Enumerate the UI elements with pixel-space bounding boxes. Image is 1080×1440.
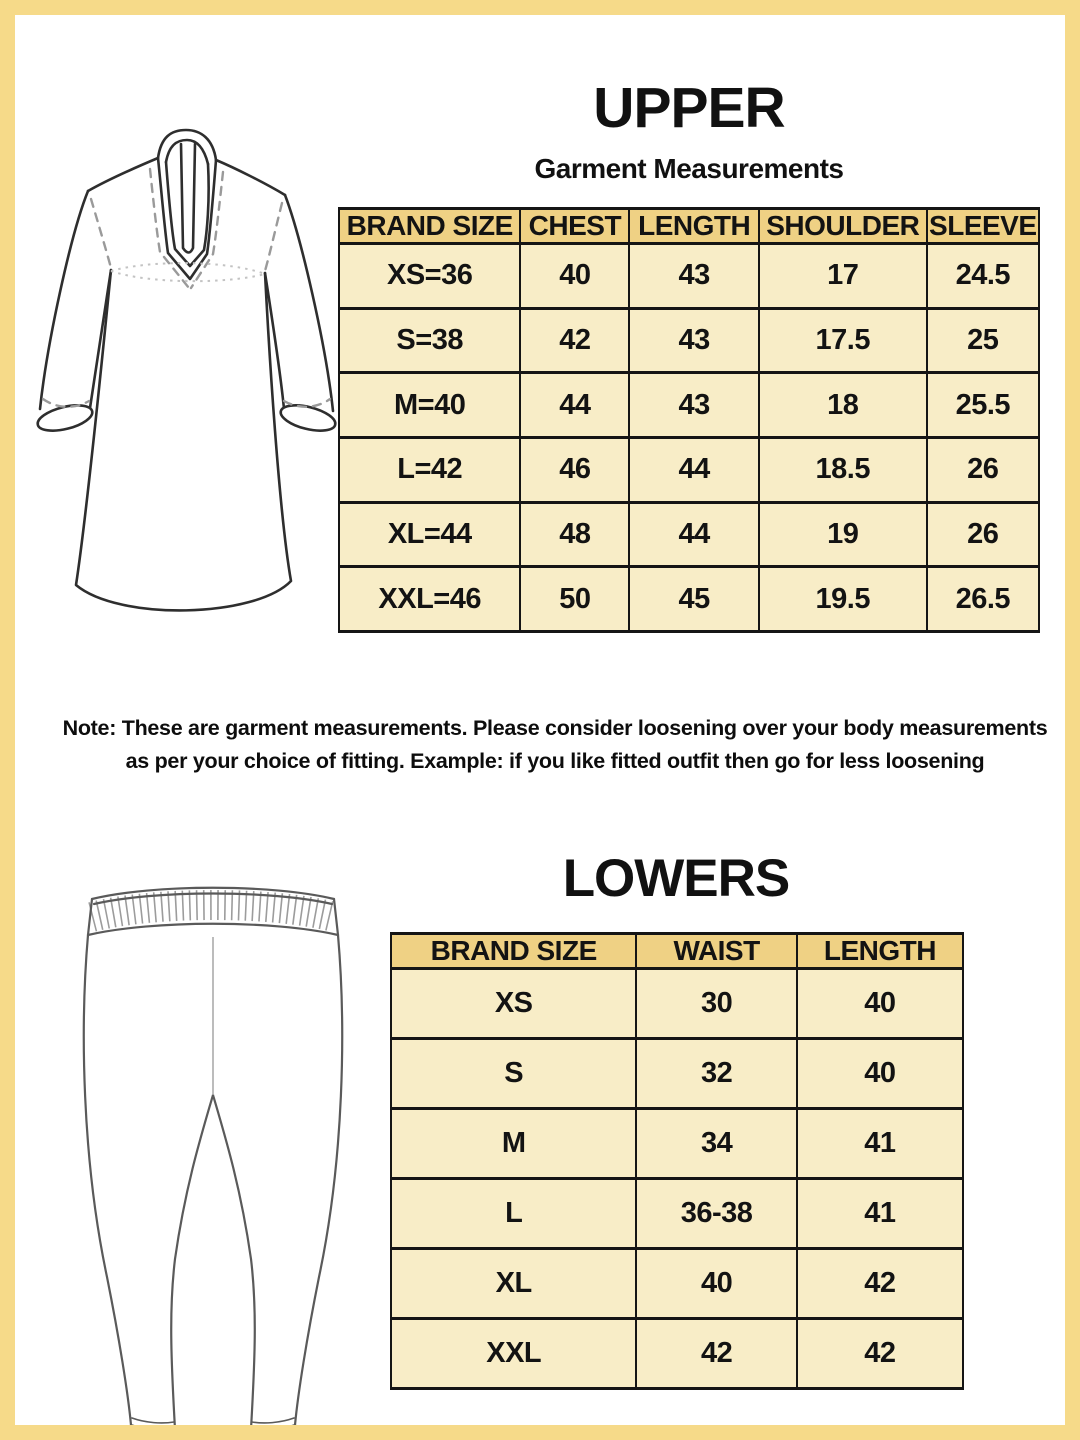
table-row (391, 1319, 963, 1389)
table-cell: M=40 (339, 373, 520, 438)
table-cell: 30 (636, 969, 796, 1039)
table-cell: 19.5 (759, 567, 927, 632)
column-header: BRAND SIZE (391, 934, 636, 969)
note-line-1: Note: These are garment measurements. Please consider loosening over your body measurements (62, 716, 1048, 740)
table-cell: 18 (759, 373, 927, 438)
header-row (339, 209, 1039, 244)
upper-section-subtitle: Garment Measurements (534, 153, 844, 184)
table-cell: 40 (797, 969, 963, 1039)
table-row (339, 502, 1039, 567)
column-header: LENGTH (629, 209, 759, 244)
table-cell: XXL (391, 1319, 636, 1389)
table-cell: 26 (927, 502, 1039, 567)
header-row (391, 934, 963, 969)
table-cell: 32 (636, 1039, 796, 1109)
table-cell: XS (391, 969, 636, 1039)
table-cell: XL=44 (339, 502, 520, 567)
table-row (339, 373, 1039, 438)
table-cell: 44 (520, 373, 629, 438)
measurement-note (44, 712, 1066, 778)
table-row (391, 1039, 963, 1109)
table-cell: XXL=46 (339, 567, 520, 632)
table-cell: 45 (629, 567, 759, 632)
table-row (339, 244, 1039, 309)
table-cell: 41 (797, 1179, 963, 1249)
column-header: BRAND SIZE (339, 209, 520, 244)
table-cell: S (391, 1039, 636, 1109)
table-cell: 42 (797, 1249, 963, 1319)
table-cell: 25 (927, 308, 1039, 373)
table-cell: 43 (629, 244, 759, 309)
table-cell: 44 (629, 502, 759, 567)
column-header: SHOULDER (759, 209, 927, 244)
lowers-section-title: LOWERS (562, 849, 790, 908)
table-cell: 40 (520, 244, 629, 309)
table-cell: 50 (520, 567, 629, 632)
column-header: LENGTH (797, 934, 963, 969)
table-row (391, 1249, 963, 1319)
table-cell: 17.5 (759, 308, 927, 373)
table-cell: 42 (520, 308, 629, 373)
column-header: WAIST (636, 934, 796, 969)
table-cell: 48 (520, 502, 629, 567)
table-row (391, 1109, 963, 1179)
column-header: SLEEVE (927, 209, 1039, 244)
table-cell: 17 (759, 244, 927, 309)
table-row (339, 567, 1039, 632)
kurta-illustration-icon (29, 121, 351, 673)
table-cell: L=42 (339, 437, 520, 502)
table-cell: 42 (636, 1319, 796, 1389)
table-cell: L (391, 1179, 636, 1249)
table-cell: 26 (927, 437, 1039, 502)
lowers-measurements-table (390, 932, 964, 1390)
table-cell: M (391, 1109, 636, 1179)
table-cell: XS=36 (339, 244, 520, 309)
table-cell: 41 (797, 1109, 963, 1179)
table-row (391, 969, 963, 1039)
table-cell: 18.5 (759, 437, 927, 502)
table-cell: 34 (636, 1109, 796, 1179)
table-cell: 44 (629, 437, 759, 502)
table-cell: 46 (520, 437, 629, 502)
table-cell: 43 (629, 308, 759, 373)
table-cell: 40 (636, 1249, 796, 1319)
table-cell: 36-38 (636, 1179, 796, 1249)
table-cell: 19 (759, 502, 927, 567)
table-row (339, 308, 1039, 373)
table-cell: 40 (797, 1039, 963, 1109)
table-cell: 24.5 (927, 244, 1039, 309)
upper-section-title: UPPER (593, 76, 785, 140)
table-cell: XL (391, 1249, 636, 1319)
note-line-2: as per your choice of fitting. Example: if you like fitted outfit then go for less loosening (125, 749, 985, 773)
table-cell: S=38 (339, 308, 520, 373)
leggings-illustration-icon (67, 877, 359, 1440)
table-row (391, 1179, 963, 1249)
table-cell: 26.5 (927, 567, 1039, 632)
table-row (339, 437, 1039, 502)
table-cell: 42 (797, 1319, 963, 1389)
upper-measurements-table (338, 207, 1040, 633)
column-header: CHEST (520, 209, 629, 244)
table-cell: 43 (629, 373, 759, 438)
table-cell: 25.5 (927, 373, 1039, 438)
